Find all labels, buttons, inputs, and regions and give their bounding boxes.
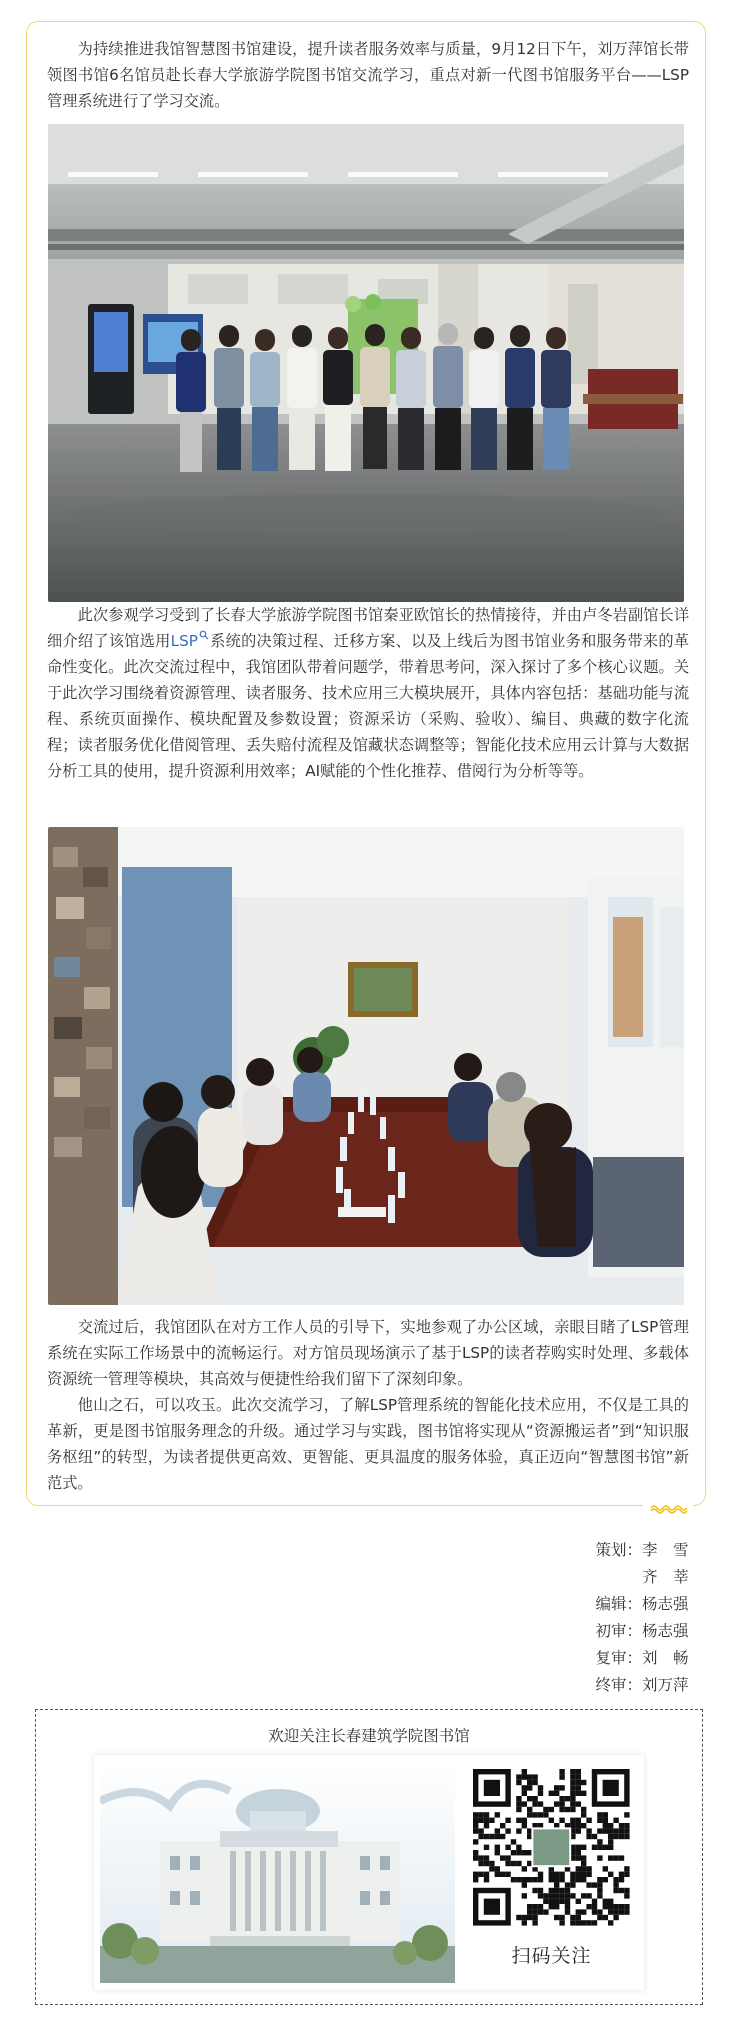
follow-card — [94, 1755, 644, 1990]
credit-name: 刘 畅 — [642, 1649, 689, 1667]
group-photo — [48, 124, 684, 602]
follow-title: 欢迎关注长春建筑学院图书馆 — [268, 1727, 470, 1745]
credit-row — [546, 1618, 706, 1645]
search-icon — [199, 630, 209, 640]
qr-code-icon[interactable] — [469, 1765, 634, 1933]
wavy-divider-icon — [643, 1500, 693, 1514]
scan-label: 扫码关注 — [511, 1945, 592, 1967]
credit-role: 终审： — [595, 1676, 642, 1694]
credit-name: 齐 莘 — [642, 1568, 689, 1586]
credit-row — [546, 1591, 706, 1618]
paragraph-tour: 交流过后，我馆团队在对方工作人员的引导下，实地参观了办公区域，亲眼目睹了LSP管理系统在实际工作场景中的流畅运行。对方馆员现场演示了基于LSP的读者荐购实时处理、多载体资源统一管理等模块，其高效与便捷性给我们留下了深刻印象。 — [47, 1318, 689, 1388]
credit-role: 初审： — [595, 1622, 642, 1640]
credit-name: 李 雪 — [642, 1541, 689, 1559]
credits — [546, 1537, 706, 1699]
credit-name: 杨志强 — [642, 1622, 689, 1640]
credit-name: 杨志强 — [642, 1595, 689, 1613]
credit-row — [546, 1564, 706, 1591]
paragraph-conclusion: 他山之石，可以攻玉。此次交流学习，了解LSP管理系统的智能化技术应用，不仅是工具的革新，更是图书馆服务理念的升级。通过学习与实践，图书馆将实现从“资源搬运者”到“知识服务枢纽”的转型，为读者提供更高效、更智能、更具温度的服务体验，真正迈向“智慧图书馆”新范式。 — [47, 1396, 689, 1492]
paragraph-visit — [47, 602, 689, 784]
credit-row — [546, 1672, 706, 1699]
lsp-link-text: LSP — [170, 632, 198, 650]
meeting-photo — [48, 827, 684, 1305]
lsp-link[interactable] — [171, 632, 210, 650]
credit-name: 刘万萍 — [642, 1676, 689, 1694]
credit-role: 策划： — [595, 1541, 642, 1559]
paragraph-intro: 为持续推进我馆智慧图书馆建设，提升读者服务效率与质量，9月12日下午，刘万萍馆长带领图书馆6名馆员赴长春大学旅游学院图书馆交流学习，重点对新一代图书馆服务平台——LSP管理系统进行了学习交流。 — [47, 40, 689, 110]
credit-role: 复审： — [595, 1649, 642, 1667]
follow-box — [35, 1709, 703, 2005]
credit-row — [546, 1645, 706, 1672]
paragraph-visit-before: 此次参观学习受到了长春大学旅游学院图书馆秦亚欧馆长的热情接待，并由卢冬岩副馆长详细介绍了该馆选用 — [47, 606, 689, 650]
credit-role: 编辑： — [595, 1595, 642, 1613]
library-building-image — [100, 1761, 455, 1983]
paragraph-visit-after: 系统的决策过程、迁移方案、以及上线后为图书馆业务和服务带来的革命性变化。此次交流过程中，我馆团队带着问题学，带着思考问，深入探讨了多个核心议题。关于此次学习围绕着资源管理、读者服务、技术应用三大模块展开，具体内容包括：基础功能与流程、系统页面操作、模块配置及参数设置；资源采访（采购、验收）、编目、典藏的数字化流程；读者服务优化借阅管理、丢失赔付流程及馆藏状态调整等；智能化技术应用云计算与大数据分析工具的使用，提升资源利用效率；AI赋能的个性化推荐、借阅行为分析等等。 — [47, 632, 690, 780]
credit-row — [546, 1537, 706, 1564]
article-card — [26, 21, 706, 1506]
